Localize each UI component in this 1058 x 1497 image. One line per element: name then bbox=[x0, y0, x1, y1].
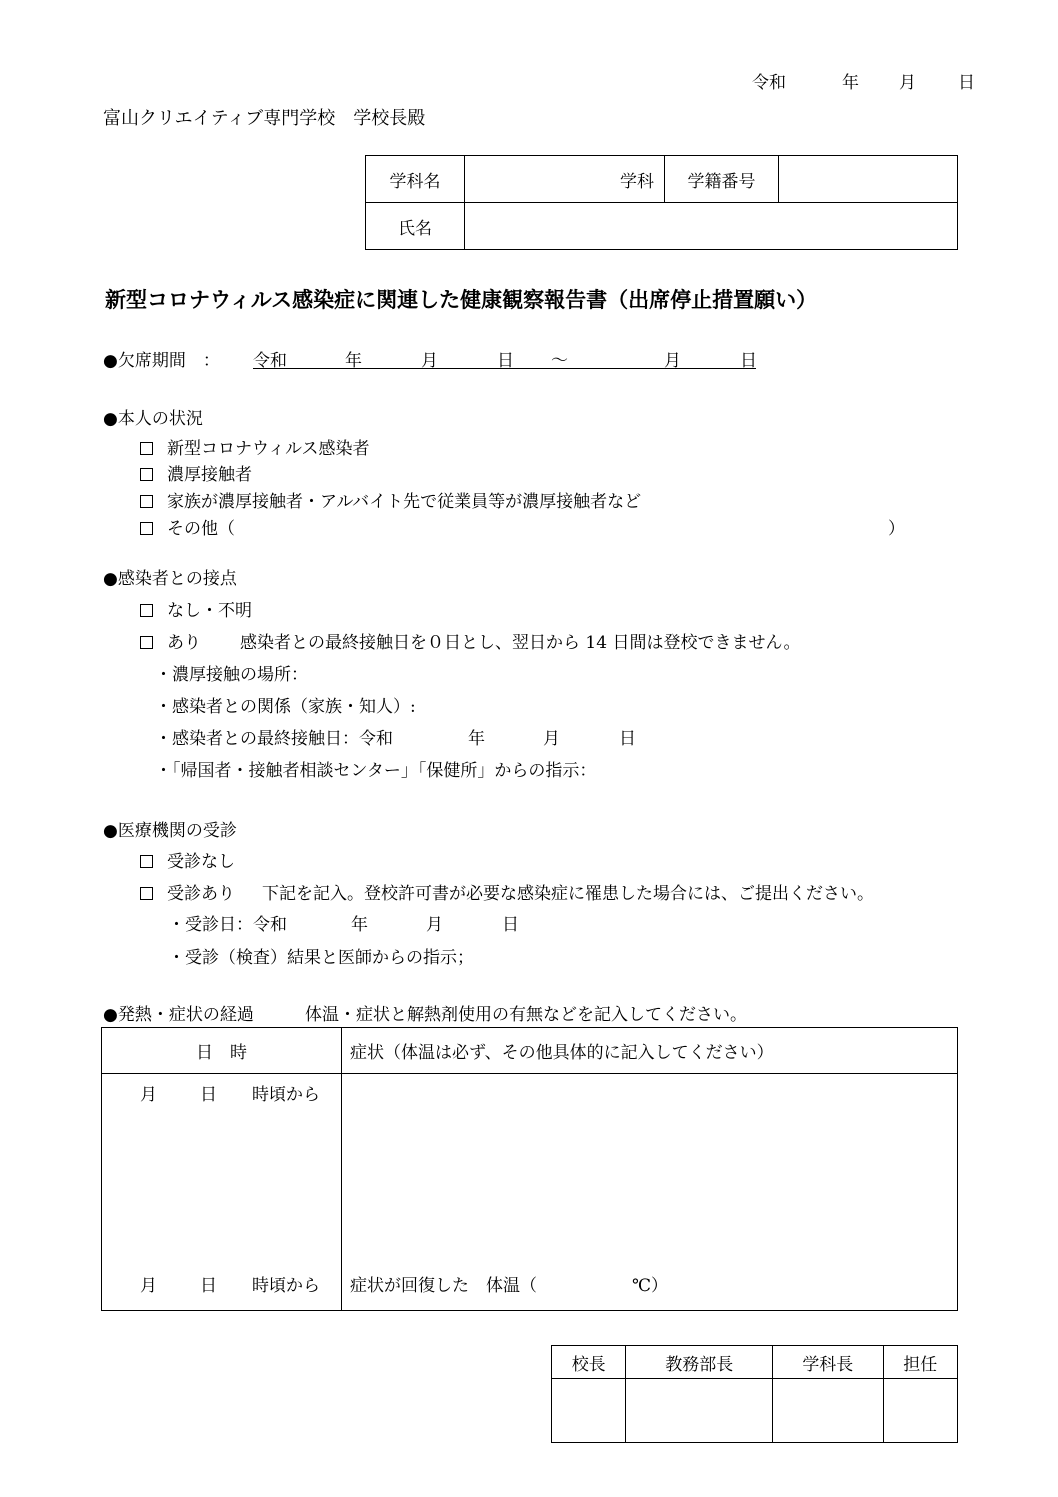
medical-option-yes[interactable]: 受診あり bbox=[140, 879, 235, 904]
absence-tilde: ～ bbox=[551, 351, 568, 371]
medical-date-day: 日 bbox=[502, 915, 519, 935]
medical-option-none[interactable]: 受診なし bbox=[140, 847, 235, 872]
start-from: 時頃から bbox=[252, 1085, 320, 1105]
checkbox[interactable] bbox=[140, 604, 153, 617]
contact-detail-lastdate: ・感染者との最終接触日：令和 bbox=[155, 729, 393, 749]
fever-note: 体温・症状と解熱剤使用の有無などを記入してください。 bbox=[305, 1005, 747, 1025]
checkbox[interactable] bbox=[140, 442, 153, 455]
start-day: 日 bbox=[200, 1085, 217, 1105]
fever-heading: ●発熱・症状の経過 bbox=[103, 1005, 254, 1025]
contact-detail-relation: ・感染者との関係（家族・知人）: bbox=[155, 697, 416, 717]
checkbox[interactable] bbox=[140, 468, 153, 481]
name-field[interactable] bbox=[465, 203, 958, 250]
medical-result: ・受診（検査）結果と医師からの指示； bbox=[168, 948, 474, 968]
name-label: 氏名 bbox=[366, 203, 465, 250]
absence-month2: 月 bbox=[664, 351, 681, 371]
student-id-field[interactable] bbox=[779, 156, 958, 203]
stamp-cell[interactable] bbox=[883, 1379, 957, 1443]
symptom-cell[interactable] bbox=[342, 1074, 958, 1311]
dept-field[interactable] bbox=[465, 156, 665, 203]
status-option-other[interactable]: その他（ bbox=[140, 514, 235, 539]
status-option[interactable]: 家族が濃厚接触者・アルバイト先で従業員等が濃厚接触者など bbox=[140, 487, 641, 512]
approval-dept-head: 学科長 bbox=[773, 1346, 884, 1379]
stamp-cell[interactable] bbox=[626, 1379, 773, 1443]
absence-month: 月 bbox=[421, 351, 438, 371]
approval-principal: 校長 bbox=[552, 1346, 626, 1379]
stamp-cell[interactable] bbox=[552, 1379, 626, 1443]
absence-period-field[interactable] bbox=[253, 346, 756, 369]
contact-option-yes[interactable]: あり bbox=[140, 628, 201, 653]
checkbox[interactable] bbox=[140, 636, 153, 649]
absence-day: 日 bbox=[497, 351, 514, 371]
addressee: 富山クリエイティブ専門学校 学校長殿 bbox=[103, 108, 426, 129]
medical-date-label: ・受診日：令和 bbox=[168, 915, 287, 935]
contact-detail-place: ・濃厚接触の場所： bbox=[155, 665, 308, 685]
approval-homeroom: 担任 bbox=[883, 1346, 957, 1379]
fever-table bbox=[101, 1027, 958, 1311]
status-option[interactable]: 濃厚接触者 bbox=[140, 460, 252, 485]
checkbox[interactable] bbox=[140, 855, 153, 868]
end-from: 時頃から bbox=[252, 1276, 320, 1296]
end-month: 月 bbox=[140, 1276, 157, 1296]
status-heading: ●本人の状況 bbox=[103, 409, 203, 429]
status-option[interactable]: 新型コロナウィルス感染者 bbox=[140, 434, 369, 459]
col-symptom: 症状（体温は必ず、その他具体的に記入してください） bbox=[342, 1028, 958, 1074]
stamp-cell[interactable] bbox=[773, 1379, 884, 1443]
contact-option-none[interactable]: なし・不明 bbox=[140, 596, 252, 621]
temperature-unit: ℃） bbox=[632, 1276, 669, 1296]
date-year: 年 bbox=[842, 73, 859, 93]
dept-suffix: 学科 bbox=[620, 171, 654, 192]
absence-era: 令和 bbox=[253, 351, 287, 371]
student-id-label: 学籍番号 bbox=[665, 156, 779, 203]
absence-day2: 日 bbox=[740, 351, 757, 371]
other-close-paren: ） bbox=[888, 519, 905, 539]
contact-date-year: 年 bbox=[468, 729, 485, 749]
contact-date-month: 月 bbox=[543, 729, 560, 749]
end-day: 日 bbox=[200, 1276, 217, 1296]
approval-academic-head: 教務部長 bbox=[626, 1346, 773, 1379]
date-line bbox=[752, 68, 975, 93]
recovered-label: 症状が回復した 体温（ bbox=[350, 1276, 537, 1296]
medical-heading: ●医療機関の受診 bbox=[103, 821, 237, 841]
col-datetime: 日 時 bbox=[102, 1028, 342, 1074]
date-month: 月 bbox=[899, 73, 916, 93]
checkbox[interactable] bbox=[140, 887, 153, 900]
student-info-table bbox=[365, 155, 958, 250]
date-era: 令和 bbox=[752, 73, 786, 93]
medical-yes-note: 下記を記入。登校許可書が必要な感染症に罹患した場合には、ご提出ください。 bbox=[262, 884, 874, 904]
form-title: 新型コロナウィルス感染症に関連した健康観察報告書（出席停止措置願い） bbox=[105, 287, 818, 312]
date-day: 日 bbox=[958, 73, 975, 93]
medical-date-year: 年 bbox=[351, 915, 368, 935]
checkbox[interactable] bbox=[140, 495, 153, 508]
checkbox[interactable] bbox=[140, 522, 153, 535]
absence-year: 年 bbox=[345, 351, 362, 371]
datetime-cell[interactable] bbox=[102, 1074, 342, 1311]
absence-label: ●欠席期間 ： bbox=[103, 351, 220, 371]
contact-date-day: 日 bbox=[619, 729, 636, 749]
start-month: 月 bbox=[140, 1085, 157, 1105]
contact-detail-instruction: ・「帰国者・接触者相談センター」「保健所」からの指示： bbox=[155, 761, 597, 781]
medical-date-month: 月 bbox=[426, 915, 443, 935]
approval-table bbox=[551, 1345, 958, 1443]
contact-heading: ●感染者との接点 bbox=[103, 569, 237, 589]
dept-label: 学科名 bbox=[366, 156, 465, 203]
contact-yes-note: 感染者との最終接触日を０日とし、翌日から 14 日間は登校できません。 bbox=[240, 633, 801, 653]
